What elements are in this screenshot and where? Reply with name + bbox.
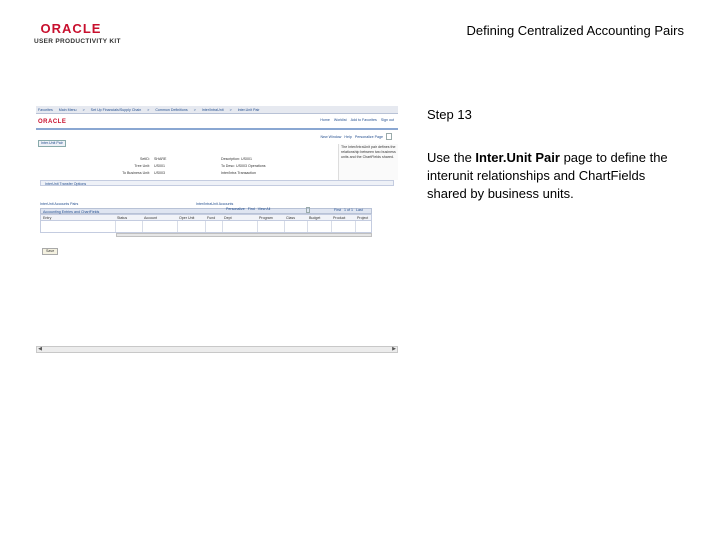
instruction-page-name: Inter.Unit Pair (475, 150, 560, 165)
field-value: US001 (154, 164, 165, 168)
grid-header (40, 214, 372, 221)
personalize-link[interactable]: Personalize Page (354, 134, 383, 139)
home-link[interactable]: Home (320, 118, 330, 122)
page-tools (320, 133, 392, 140)
grid-title-accounts: Inter/IntraUnit Accounts (196, 202, 234, 206)
nav-item[interactable]: Main Menu (58, 107, 77, 112)
page-horizontal-scrollbar[interactable] (36, 346, 398, 353)
last-link[interactable]: Last (356, 208, 363, 212)
grid-navigation (226, 207, 270, 211)
table-row (40, 221, 372, 233)
field-value: US003 (154, 171, 165, 175)
step-instruction (427, 149, 677, 203)
page-options-icon[interactable] (386, 133, 392, 140)
column-header: Product (333, 216, 346, 220)
oper-unit-cell[interactable] (177, 221, 206, 232)
column-header: Dept (224, 216, 232, 220)
field-row (120, 163, 166, 170)
instruction-prefix: Use the (427, 150, 476, 165)
budget-cell[interactable] (307, 221, 332, 232)
column-header: Entry (43, 216, 52, 220)
section-interunit-transfer-options[interactable]: InterUnit Transfer Options (40, 180, 394, 186)
product-cell[interactable] (331, 221, 356, 232)
nav-separator: > (82, 107, 85, 112)
column-header: Budget (309, 216, 321, 220)
column-header: Project (357, 216, 369, 220)
slide-title: Defining Centralized Accounting Pairs (466, 23, 684, 38)
field-value: SHARE (154, 157, 167, 161)
new-window-link[interactable]: New Window (320, 134, 342, 139)
nav-separator: > (229, 107, 232, 112)
nav-separator: > (147, 107, 150, 112)
help-panel: The Inter/IntraUnit pair defines the relationship between two business units and the ChartFields shared. (338, 144, 398, 180)
save-button[interactable]: Save (42, 248, 58, 255)
row-count: 1 of 1 (344, 208, 353, 212)
header-divider (36, 128, 398, 130)
scroll-right-icon[interactable]: ▶ (392, 346, 396, 352)
tab-inter-unit-pair[interactable]: Inter.Unit Pair (38, 140, 66, 147)
grid-horizontal-scrollbar[interactable] (116, 233, 372, 237)
grid-tab-accounting-entries[interactable]: Accounting Entries and ChartFields (40, 208, 372, 214)
logo-subtitle: USER PRODUCTIVITY KIT (34, 38, 121, 45)
oracle-upk-logo (34, 22, 124, 45)
description-value: Description: US001 (221, 157, 252, 161)
field-row (120, 156, 166, 163)
personalize-grid-link[interactable]: Personalize (226, 207, 245, 211)
ps-brand-logo: ORACLE (38, 119, 67, 125)
dept-cell[interactable] (222, 221, 258, 232)
download-icon[interactable] (306, 207, 310, 213)
worklist-link[interactable]: Worklist (333, 118, 347, 122)
nav-separator: > (193, 107, 196, 112)
first-link[interactable]: First (334, 208, 341, 212)
entry-cell[interactable] (41, 221, 116, 232)
column-header: Oper Unit (179, 216, 195, 220)
grid-icons (306, 207, 310, 213)
nav-item[interactable]: Set Up Financials/Supply Chain (90, 107, 142, 112)
find-link[interactable]: Find (247, 207, 255, 211)
grid-pager (334, 208, 363, 212)
transaction-type-value: Inter/Intra Transaction (221, 171, 256, 175)
column-header: Status (117, 216, 128, 220)
field-row (120, 170, 166, 177)
nav-item[interactable]: Inter/IntraUnit (201, 107, 224, 112)
help-link[interactable]: Help (344, 134, 352, 139)
class-cell[interactable] (284, 221, 308, 232)
header-links (320, 118, 394, 122)
signout-link[interactable]: Sign out (380, 118, 394, 122)
field-label: SetID: (140, 157, 150, 161)
logo-brand: ORACLE (40, 21, 102, 36)
fund-cell[interactable] (205, 221, 223, 232)
step-screenshot (36, 106, 398, 354)
column-header: Account (144, 216, 157, 220)
description-fields (221, 156, 266, 177)
instruction-suffix: page to define the interunit relationships and ChartFields shared by business units. (427, 150, 668, 201)
nav-item[interactable]: Favorites (38, 107, 53, 112)
step-label: Step 13 (427, 107, 472, 122)
status-cell[interactable] (115, 221, 143, 232)
account-cell[interactable] (142, 221, 178, 232)
field-label: To Business Unit: (122, 171, 150, 175)
to-description-value: To Desc: US003 Operations (221, 164, 266, 168)
column-header: Fund (207, 216, 216, 220)
view-all-link[interactable]: View All (257, 207, 271, 211)
favorites-link[interactable]: Add to Favorites (350, 118, 377, 122)
key-fields (120, 156, 166, 177)
nav-item[interactable]: Inter.Unit Pair (237, 107, 260, 112)
breadcrumb (36, 106, 398, 114)
field-label: Tree Unit: (134, 164, 150, 168)
program-cell[interactable] (257, 221, 285, 232)
column-header: Program (259, 216, 273, 220)
column-header: Class (286, 216, 295, 220)
nav-item[interactable]: Common Definitions (155, 107, 188, 112)
grid-title: InterUnit Accounts Pairs (40, 202, 79, 206)
scroll-left-icon[interactable]: ◀ (38, 346, 42, 352)
